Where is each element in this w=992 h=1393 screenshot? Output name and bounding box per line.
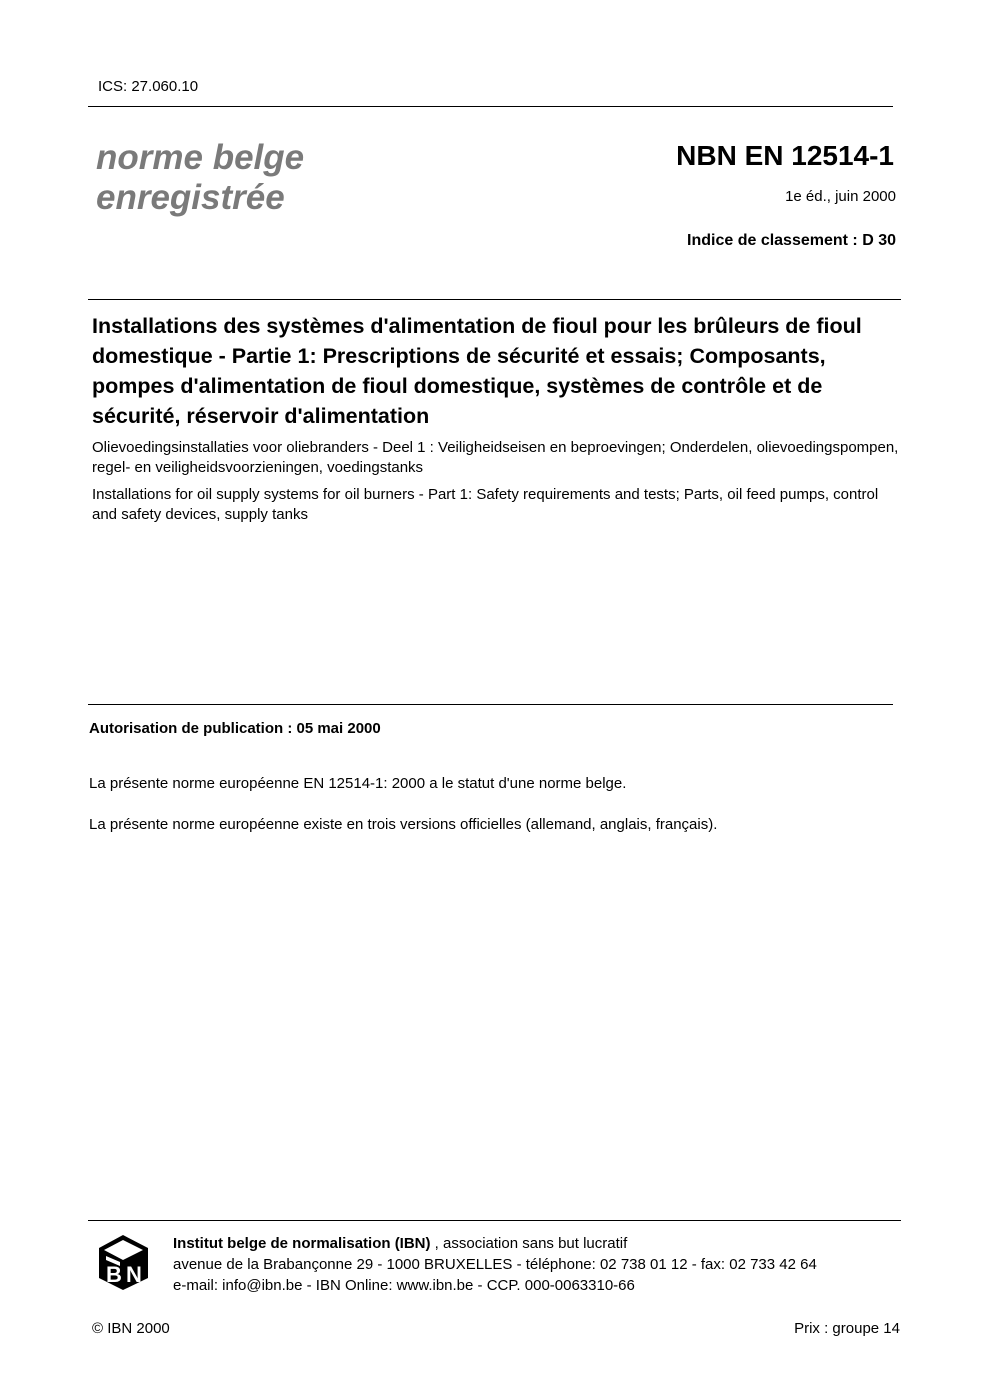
svg-text:N: N (126, 1262, 142, 1287)
institute-contact: e-mail: info@ibn.be - IBN Online: www.ibn.be - CCP. 000-0063310-66 (173, 1277, 635, 1294)
title-rule (88, 299, 901, 300)
edition: 1e éd., juin 2000 (785, 188, 896, 205)
header-rule-top (88, 106, 893, 107)
norme-line-2: enregistrée (96, 178, 285, 217)
body-rule (88, 704, 893, 705)
institute-block (173, 1233, 817, 1296)
svg-text:B: B (106, 1262, 122, 1287)
title-english: Installations for oil supply systems for oil burners - Part 1: Safety requirements and tests; Parts, oil feed pumps, control and safety devices, supply tanks (92, 486, 879, 523)
norme-belge-enregistree (96, 138, 304, 218)
title-dutch: Olievoedingsinstallaties voor oliebranders - Deel 1 : Veiligheidseisen en beproevingen; Onderdelen, olievoedingspompen, regel- en veiligheidsvoorzieningen, voedingstanks (92, 439, 899, 476)
norme-line-1: norme belge (96, 138, 305, 177)
prix-groupe: Prix : groupe 14 (794, 1320, 900, 1337)
ics-code: ICS: 27.060.10 (98, 78, 199, 95)
standard-number: NBN EN 12514-1 (676, 140, 894, 171)
institute-suffix: , association sans but lucratif (430, 1235, 628, 1252)
autorisation-publication: Autorisation de publication : 05 mai 2000 (89, 720, 381, 737)
institute-address: avenue de la Brabançonne 29 - 1000 BRUXELLES - téléphone: 02 738 01 12 - fax: 02 733 42 64 (173, 1256, 817, 1273)
ibn-logo-icon (97, 1234, 150, 1291)
title-french: Installations des systèmes d'alimentation de fioul pour les brûleurs de fioul domestique - Partie 1: Prescriptions de sécurité et essais; Composants, pompes d'alimentation de fioul domestique, systèmes de contrôle et de sécurité, réservoir d'alimentation (92, 314, 862, 428)
statement-status: La présente norme européenne EN 12514-1: 2000 a le statut d'une norme belge. (89, 775, 627, 792)
statement-versions: La présente norme européenne existe en trois versions officielles (allemand, anglais, français). (89, 816, 718, 833)
indice-classement: Indice de classement : D 30 (687, 232, 896, 249)
copyright: © IBN 2000 (92, 1320, 170, 1337)
footer-rule (88, 1220, 901, 1221)
institute-line (173, 1233, 817, 1254)
institute-name: Institut belge de normalisation (IBN) (173, 1235, 431, 1252)
